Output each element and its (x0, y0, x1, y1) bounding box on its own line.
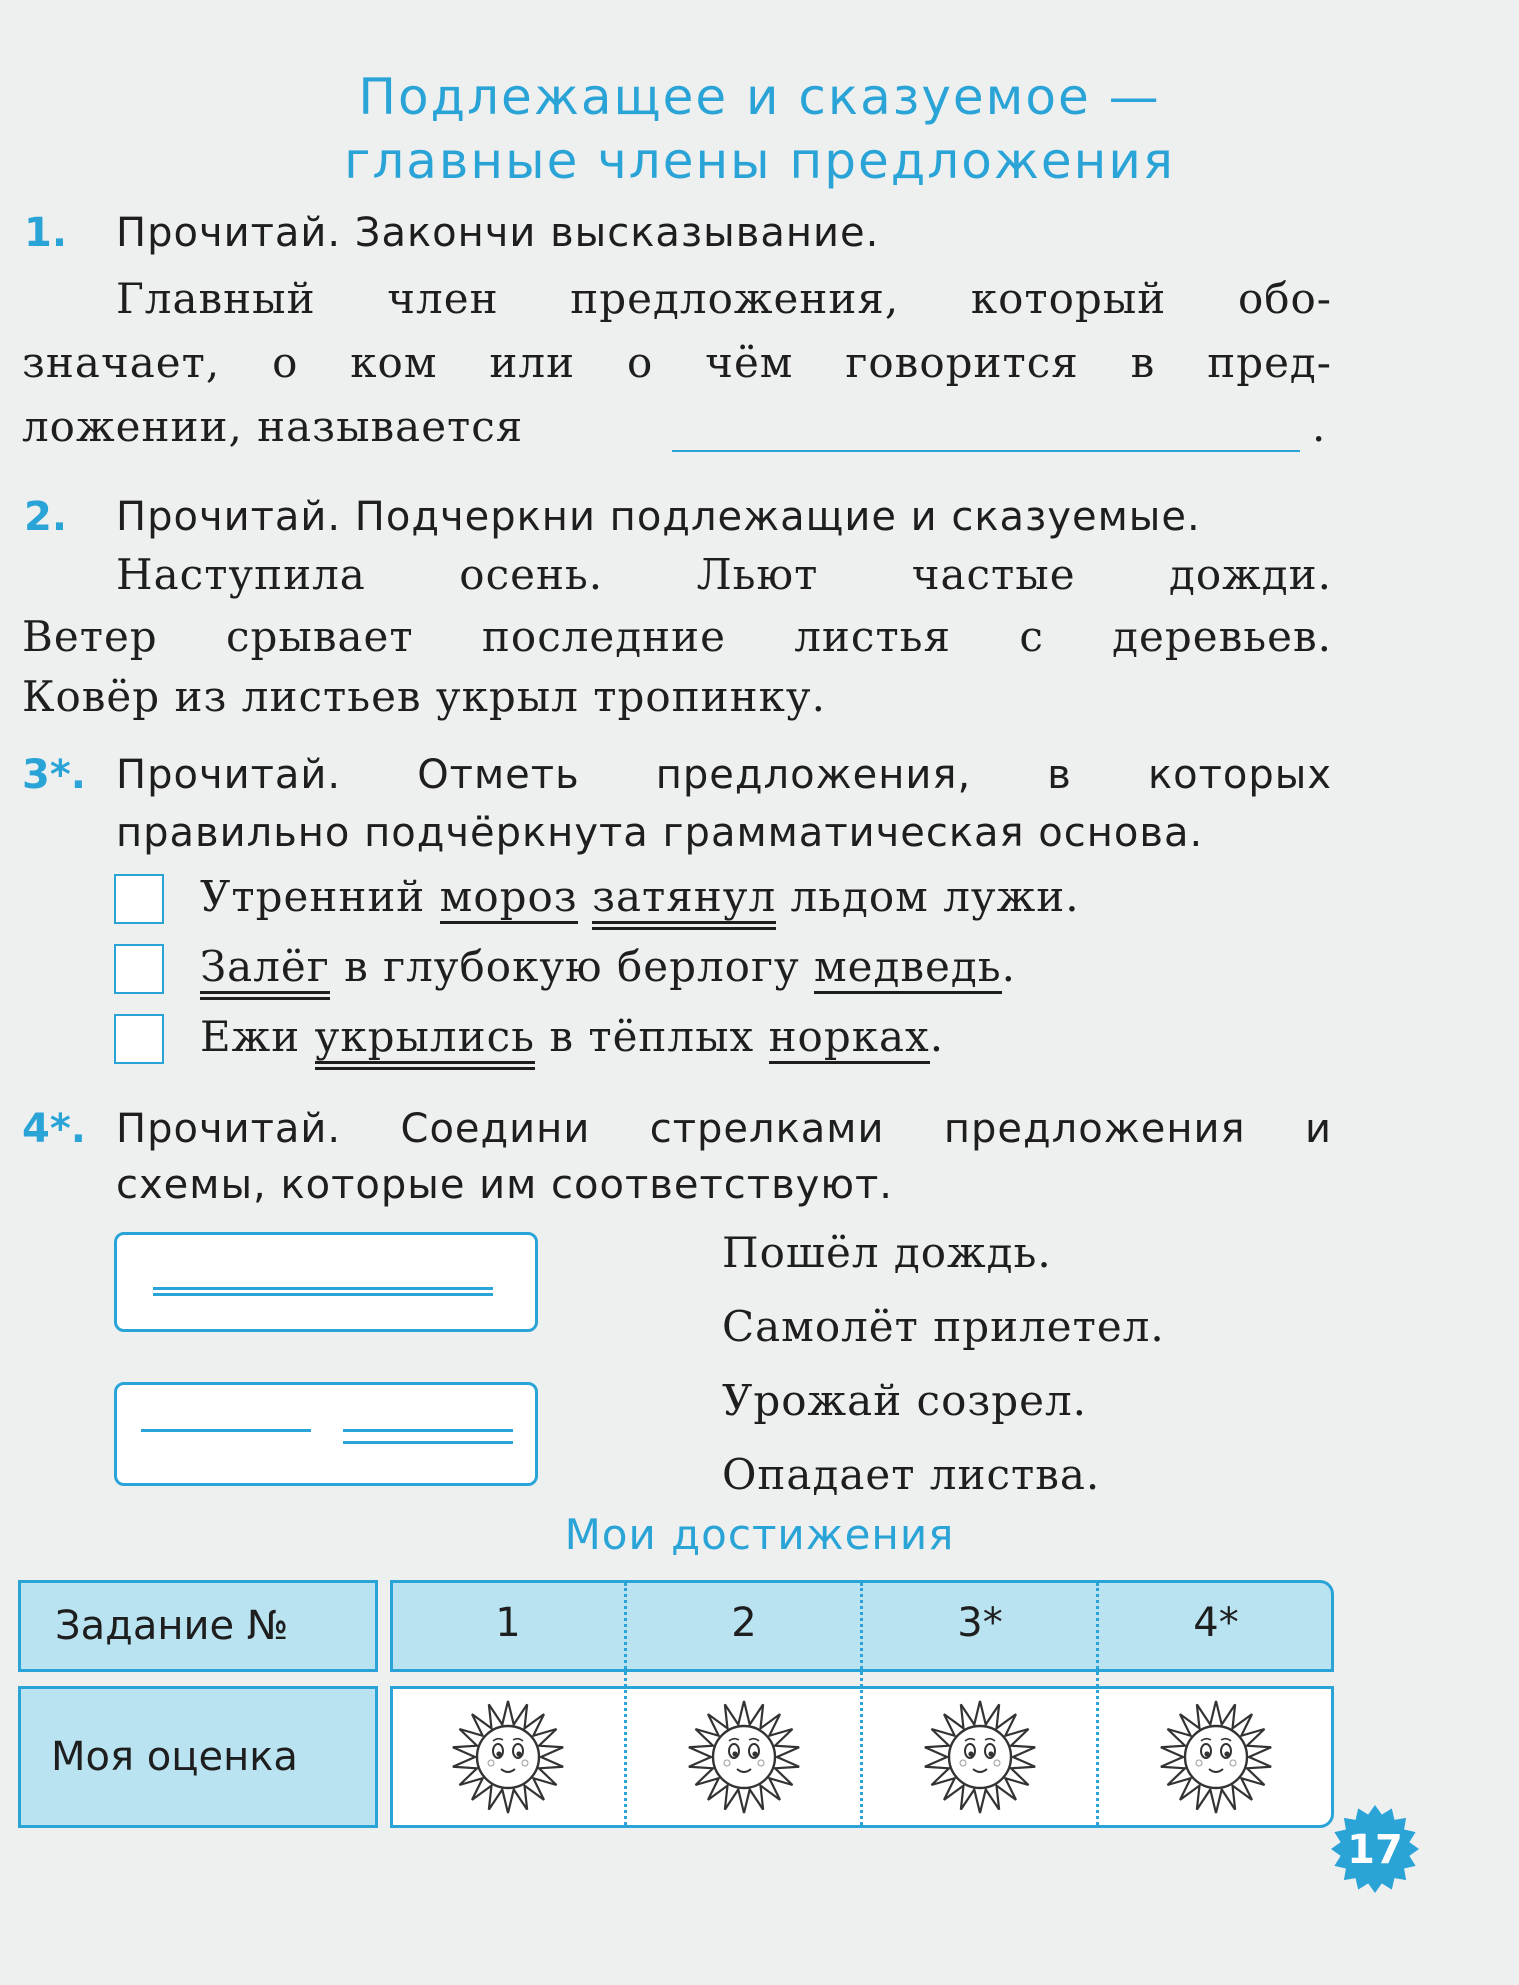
scheme2-line-subject (141, 1429, 311, 1432)
task3-s2-text: в глубокую берлогу (329, 942, 815, 991)
task3-checkbox-2[interactable] (114, 944, 164, 994)
page-number: 17 (1347, 1827, 1403, 1873)
task3-s1-space (578, 872, 592, 921)
task-column-2: 2 (731, 1600, 757, 1646)
scheme1-line-top (153, 1287, 493, 1290)
task3-s3-subject: норках (769, 1012, 930, 1064)
task1-line-1: Главный член предложения, который обо- (116, 274, 1332, 323)
task2-line-2[interactable]: Ветер срывает последние листья с деревьев. (22, 612, 1332, 661)
title-line-1: Подлежащее и сказуемое — (358, 68, 1161, 126)
task3-s3-rest: . (929, 1012, 945, 1061)
sun-grade-icon-2[interactable] (681, 1694, 807, 1820)
scheme1-line-bottom (153, 1293, 493, 1296)
task4-sentence-1[interactable]: Пошёл дождь. (722, 1228, 1052, 1277)
task4-sentence-3[interactable]: Урожай созрел. (722, 1376, 1088, 1425)
task3-s1-text: Утренний (200, 872, 440, 921)
task3-s3-predicate: укрылись (315, 1012, 535, 1064)
achievements-title: Мои достижения (564, 1510, 955, 1559)
task3-sentence-2 (200, 942, 1016, 994)
task4-scheme-1[interactable] (114, 1232, 538, 1332)
task3-s1-predicate: затянул (592, 872, 776, 924)
task3-checkbox-3[interactable] (114, 1014, 164, 1064)
task3-checkbox-1[interactable] (114, 874, 164, 924)
task3-number: 3*. (22, 752, 86, 798)
task1-number: 1. (24, 210, 68, 256)
page-number-badge (1330, 1804, 1420, 1894)
task4-instruction-1: Прочитай. Соедини стрелками предложения и (116, 1106, 1332, 1152)
task4-sentence-4[interactable]: Опадает листва. (722, 1450, 1101, 1499)
task2-line-3[interactable]: Ковёр из листьев укрыл тропинку. (22, 672, 826, 721)
task-column-3: 3* (957, 1600, 1003, 1646)
task-number-label: Задание № (55, 1603, 289, 1649)
title-line-2: главные члены предложения (344, 132, 1175, 190)
task-column-4: 4* (1193, 1600, 1239, 1646)
task3-sentence-1 (200, 872, 1080, 924)
task3-s1-subject: мороз (440, 872, 578, 924)
my-grade-label-cell (18, 1686, 378, 1828)
task3-s2-subject: медведь (814, 942, 1002, 994)
task4-scheme-2[interactable] (114, 1382, 538, 1486)
task3-instruction-2: правильно подчёркнута грамматическая основа. (116, 810, 1204, 856)
task4-instruction-2: схемы, которые им соответствуют. (116, 1162, 893, 1208)
task3-s3-mid: в тёплых (534, 1012, 769, 1061)
task3-s2-rest: . (1001, 942, 1016, 991)
task1-answer-line[interactable] (672, 448, 1300, 452)
task3-s1-rest: льдом лужи. (776, 872, 1080, 921)
task3-s3-text: Ежи (200, 1012, 315, 1061)
task-column-1: 1 (495, 1600, 521, 1646)
task3-sentence-3 (200, 1012, 944, 1064)
task2-instruction: Прочитай. Подчеркни подлежащие и сказуемые. (116, 494, 1201, 540)
task2-number: 2. (24, 494, 68, 540)
task1-period: . (1312, 402, 1327, 451)
sun-grade-icon-4[interactable] (1153, 1694, 1279, 1820)
my-grade-label: Моя оценка (51, 1734, 298, 1780)
task1-line-2: значает, о ком или о чём говорится в пред- (22, 338, 1332, 387)
sun-grade-icon-3[interactable] (917, 1694, 1043, 1820)
scheme2-line-predicate-bottom (343, 1441, 513, 1444)
task-number-label-cell (18, 1580, 378, 1672)
task4-sentence-2[interactable]: Самолёт прилетел. (722, 1302, 1165, 1351)
task3-s2-predicate: Залёг (200, 942, 330, 994)
task1-line-3: ложении, называется (22, 402, 524, 451)
task1-instruction: Прочитай. Закончи высказывание. (116, 210, 880, 256)
task3-instruction-1: Прочитай. Отметь предложения, в которых (116, 752, 1332, 798)
task2-line-1[interactable]: Наступила осень. Льют частые дожди. (116, 550, 1332, 599)
sun-grade-icon-1[interactable] (445, 1694, 571, 1820)
task4-number: 4*. (22, 1106, 86, 1152)
scheme2-line-predicate-top (343, 1429, 513, 1432)
